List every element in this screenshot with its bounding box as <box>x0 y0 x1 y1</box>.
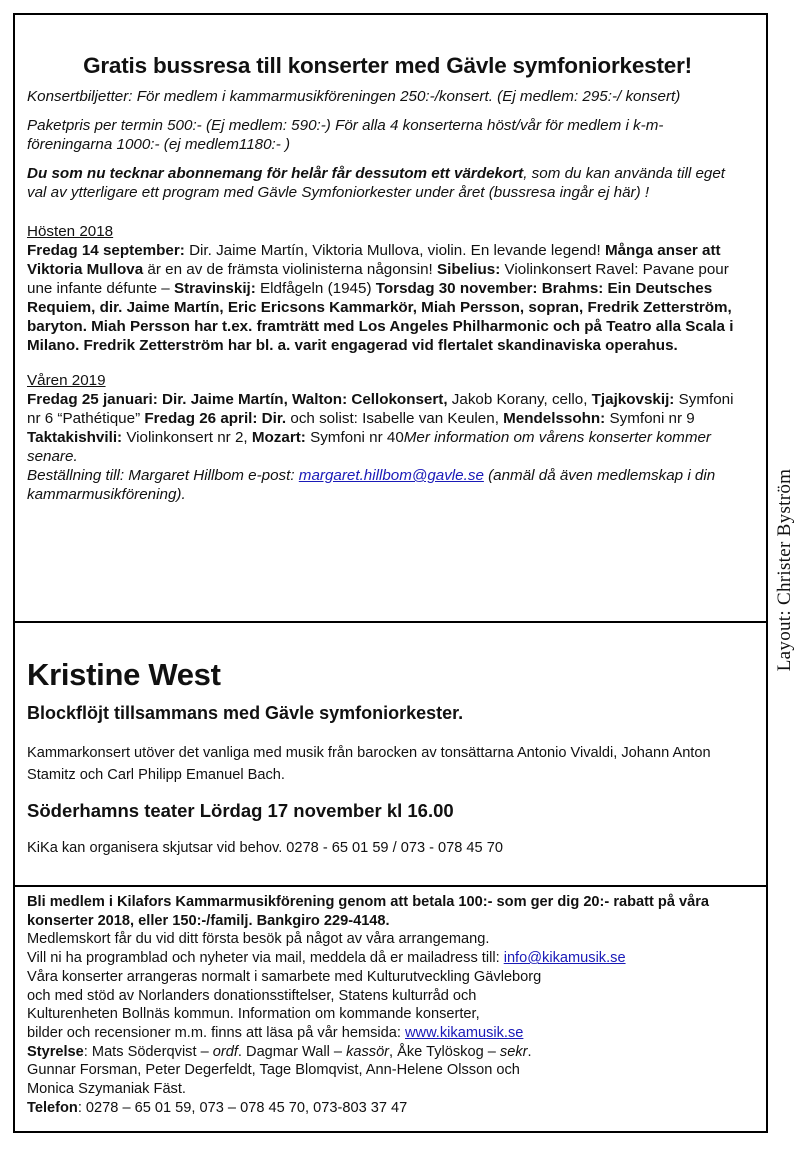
info-line: Medlemskort får du vid ditt första besök på något av våra arrangemang. <box>27 931 490 948</box>
spring-text <box>27 390 748 428</box>
offer-bold: Du som nu tecknar abonnemang för helår får dessutom ett värdekort <box>27 165 524 182</box>
value-card-offer <box>27 164 748 202</box>
concert-details: Symfoni nr 40 <box>305 429 404 446</box>
concert-details: Symfoni nr 9 <box>605 410 695 427</box>
board-line: Monica Szymaniak Fäst. <box>27 1081 186 1098</box>
concert-details: Violinkonsert Ravel: Pavane pour une infante défunte – <box>27 261 729 297</box>
board-role: kassör <box>346 1043 390 1060</box>
concert-description: Kammarkonsert utöver det vanliga med musik från barocken av tonsättarna Antonio Vivaldi, Johann Anton Stamitz och Carl Philipp Emanuel Bach. <box>27 745 711 783</box>
mail-text: Vill ni ha programblad och nyheter via mail, meddela då er mailadress till: <box>27 950 504 967</box>
info-line <box>27 1024 748 1043</box>
board-line <box>27 1043 748 1062</box>
concert-details: Dir. Jaime Martín, Viktoria Mullova, violin. En levande legend! <box>184 242 605 259</box>
phone-line <box>27 1099 748 1118</box>
order-label: Beställning till: Margaret Hillbom e-post: <box>27 467 299 484</box>
board-member: , Åke Tylöskog – <box>389 1043 500 1060</box>
layout-credit-text: Layout: Christer Byström <box>774 468 795 672</box>
spring-heading: Våren 2019 <box>27 372 106 389</box>
phone-numbers: : 0278 – 65 01 59, 073 – 078 45 70, 073-803 37 47 <box>77 1099 408 1116</box>
phone-label: Telefon <box>27 1099 78 1116</box>
concert-highlight: Många anser att Viktoria Mullova <box>27 242 721 278</box>
layout-credit <box>770 420 800 720</box>
concert-bus-section <box>15 15 766 621</box>
info-line: Våra konserter arrangeras normalt i samarbete med Kulturutveckling Gävleborg <box>27 968 542 985</box>
concert-details: och solist: Isabelle van Keulen, <box>286 410 504 427</box>
spring-text-2 <box>27 428 748 466</box>
order-email-link[interactable]: margaret.hillbom@gavle.se <box>298 467 484 484</box>
package-prices: Paketpris per termin 500:- (Ej medlem: 590:-) För alla 4 konserterna höst/vår för medlem i k-m-föreningarna 1000:- (ej medlem1180:- ) <box>27 117 664 153</box>
autumn-program <box>27 222 748 355</box>
concert-details: är en av de främsta violinisterna någonsin! <box>143 261 437 278</box>
concert-date: Fredag 25 januari: Dir. Jaime Martín, Walton: Cellokonsert, <box>27 391 448 408</box>
page-frame <box>13 13 768 1133</box>
section-title: Gratis bussresa till konserter med Gävle symfoniorkester! <box>83 53 692 78</box>
info-line: Kulturenheten Bollnäs kommun. Information om kommande konserter, <box>27 1006 480 1023</box>
order-info <box>27 466 748 504</box>
concert-date: Fredag 26 april: Dir. <box>144 410 287 427</box>
artist-name: Kristine West <box>27 657 221 692</box>
board-label: Styrelse <box>27 1043 84 1060</box>
concert-date: Torsdag 30 november: Brahms: Ein Deutsches Requiem, dir. Jaime Martín, Eric Ericsons Kammarkör, Miah Persson, sopran, Fredrik Zetterström, baryton. Miah Persson har t.ex. framträtt med Los Angeles Philharmonic och på Teatro alla Scala i Milano. Fredrik Zetterström har bl. a. varit engagerad vid flertalet skandinaviska operahus. <box>27 280 734 354</box>
transport-contact: KiKa kan organisera skjutsar vid behov. 0278 - 65 01 59 / 073 - 078 45 70 <box>27 840 503 856</box>
ticket-prices: Konsertbiljetter: För medlem i kammarmusikföreningen 250:-/konsert. (Ej medlem: 295:-/ konsert) <box>27 88 681 105</box>
board-member: : Mats Söderqvist – <box>83 1043 213 1060</box>
venue-datetime: Söderhamns teater Lördag 17 november kl 16.00 <box>27 800 454 821</box>
concert-details: Eldfågeln (1945) <box>255 280 376 297</box>
kristine-west-section <box>15 625 766 873</box>
composer: Mendelssohn: <box>503 410 606 427</box>
board-role: sekr <box>499 1043 528 1060</box>
info-line: och med stöd av Norlanders donationsstiftelser, Statens kulturråd och <box>27 987 477 1004</box>
composer: Stravinskij: <box>173 280 256 297</box>
autumn-text <box>27 241 748 355</box>
divider <box>15 621 766 623</box>
website-text: bilder och recensioner m.m. finns att läsa på vår hemsida: <box>27 1024 405 1041</box>
board-member: . <box>527 1043 532 1060</box>
info-line <box>27 949 748 968</box>
concert-details: Jakob Korany, cello, <box>447 391 592 408</box>
membership-section <box>15 893 766 1117</box>
concert-details: Violinkonsert nr 2, <box>122 429 252 446</box>
more-info-note: Mer information om vårens konserter kommer senare. <box>27 429 711 465</box>
website-link[interactable]: www.kikamusik.se <box>405 1024 524 1041</box>
board-member: . Dagmar Wall – <box>237 1043 347 1060</box>
offer-rest: , som du kan använda till eget val av ytterligare ett program med Gävle Symfoniorkester under året (bussresa ingår ej här) ! <box>27 165 726 201</box>
composer: Tjajkovskij: <box>591 391 675 408</box>
board-role: ordf <box>212 1043 238 1060</box>
concert-details: Symfoni nr 6 “Pathétique” <box>27 391 734 427</box>
composer: Sibelius: <box>437 261 501 278</box>
info-email-link[interactable]: info@kikamusik.se <box>503 950 626 967</box>
spring-program <box>27 371 748 504</box>
order-note: (anmäl då även medlemskap i din kammarmusikförening). <box>27 467 716 503</box>
artist-subtitle: Blockflöjt tillsammans med Gävle symfoniorkester. <box>27 703 464 723</box>
divider <box>15 885 766 887</box>
board-line: Gunnar Forsman, Peter Degerfeldt, Tage Blomqvist, Ann-Helene Olsson och <box>27 1062 520 1079</box>
composer: Taktakishvili: <box>27 429 123 446</box>
composer: Mozart: <box>251 429 306 446</box>
autumn-heading: Hösten 2018 <box>27 223 114 240</box>
membership-intro: Bli medlem i Kilafors Kammarmusikförening genom att betala 100:- som ger dig 20:- rabatt på våra konserter 2018, eller 150:-/familj. Bankgiro 229-4148. <box>27 894 710 929</box>
concert-date: Fredag 14 september: <box>27 242 185 259</box>
